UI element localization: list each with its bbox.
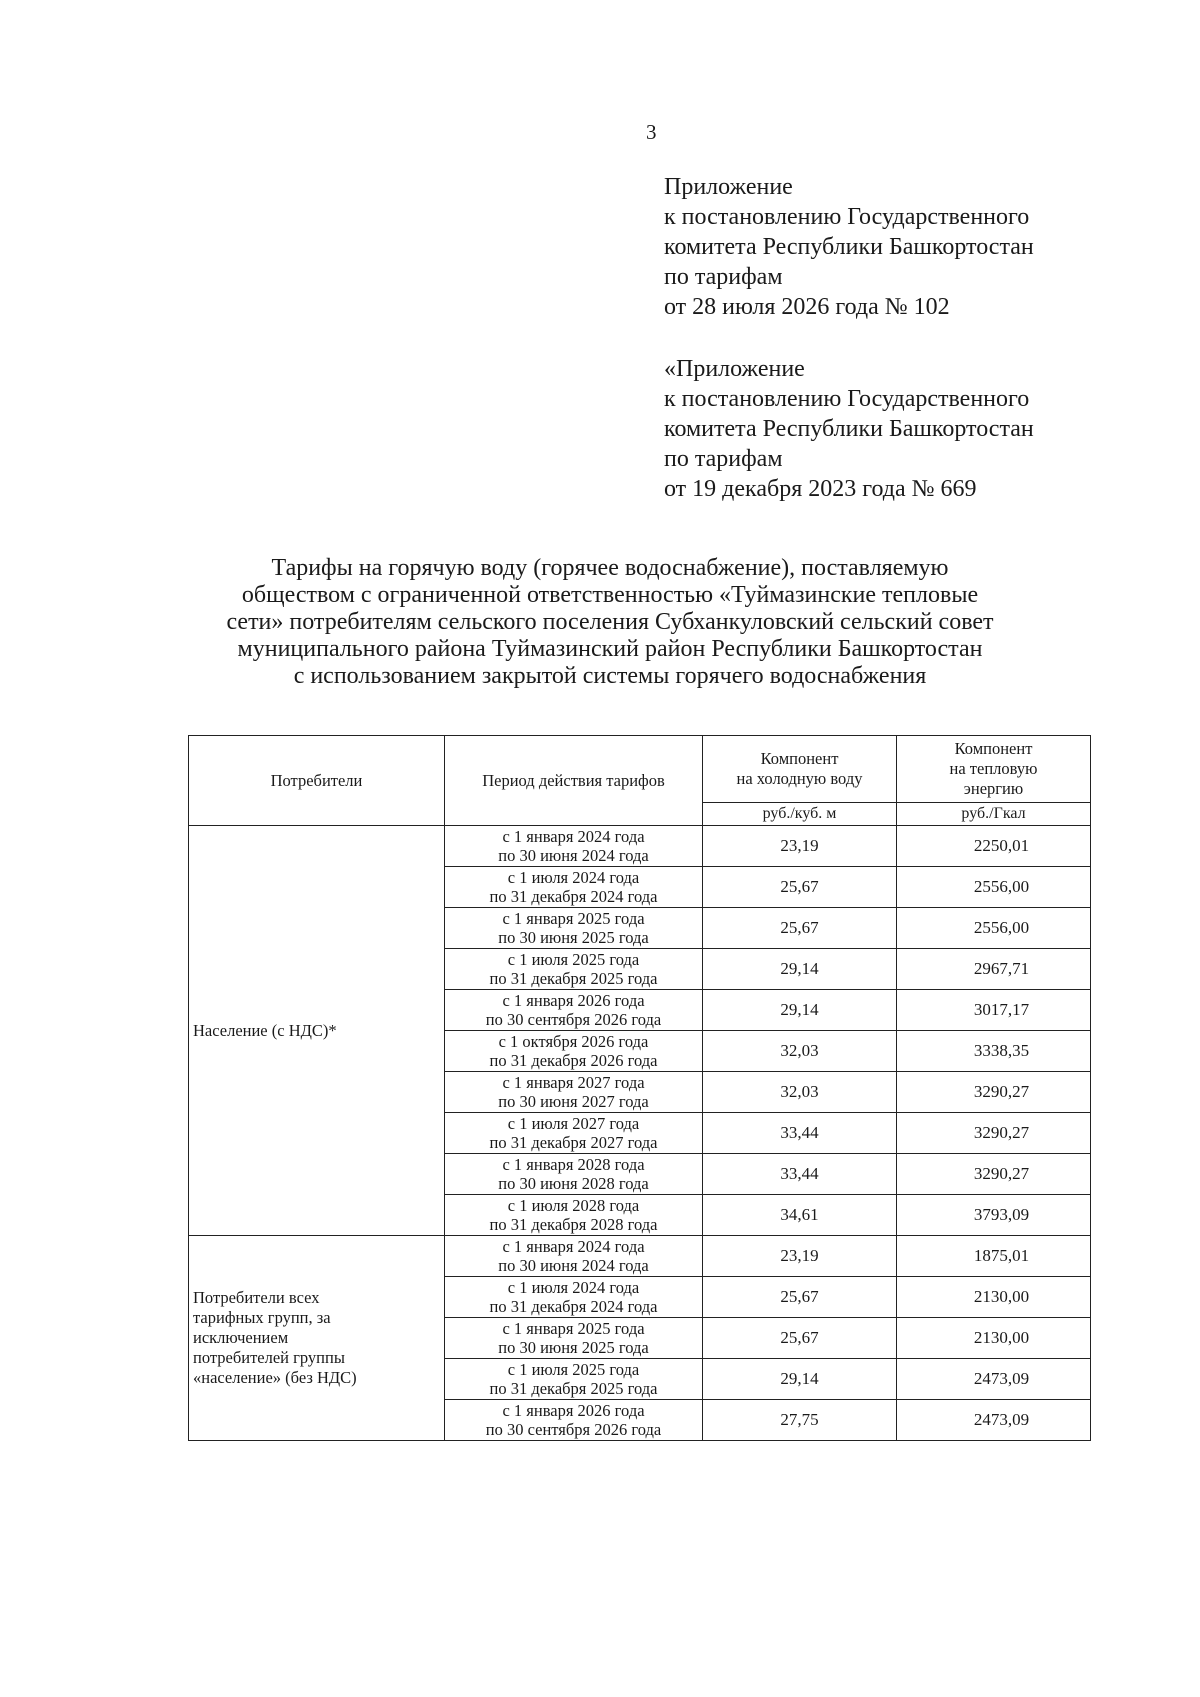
annex-line: от 28 июля 2026 года № 102	[664, 294, 950, 320]
period-from: с 1 января 2026 года	[502, 991, 645, 1010]
header-period: Период действия тарифов	[445, 736, 703, 826]
cold-water-tariff-cell: 25,67	[703, 867, 897, 908]
cold-water-tariff-cell: 32,03	[703, 1031, 897, 1072]
header-cold-line: на холодную воду	[736, 769, 863, 788]
header-heat-line: Компонент	[954, 739, 1033, 758]
annex-line: комитета Республики Башкортостан	[664, 234, 1034, 260]
consumer-group-line: потребителей группы	[193, 1348, 345, 1367]
heat-energy-tariff-cell: 2130,00	[897, 1318, 1091, 1359]
period-to: по 31 декабря 2025 года	[489, 969, 658, 988]
annex-line: к постановлению Государственного	[664, 204, 1030, 230]
title-line: с использованием закрытой системы горячего водоснабжения	[293, 663, 927, 689]
header-heat-unit: руб./Гкал	[897, 803, 1091, 826]
cold-water-tariff-cell: 33,44	[703, 1154, 897, 1195]
cold-water-tariff-cell: 33,44	[703, 1113, 897, 1154]
heat-energy-tariff-cell: 3290,27	[897, 1154, 1091, 1195]
period-to: по 30 июня 2025 года	[498, 1338, 649, 1357]
cold-water-tariff-cell: 34,61	[703, 1195, 897, 1236]
annex-header-original	[664, 354, 1034, 504]
table-body	[189, 826, 1091, 1441]
annex-line: по тарифам	[664, 264, 783, 290]
period-cell	[445, 1113, 703, 1154]
cold-water-tariff-cell: 23,19	[703, 1236, 897, 1277]
period-to: по 31 декабря 2024 года	[489, 887, 658, 906]
period-cell	[445, 826, 703, 867]
period-cell	[445, 1195, 703, 1236]
period-to: по 31 декабря 2028 года	[489, 1215, 658, 1234]
period-from: с 1 января 2026 года	[502, 1401, 645, 1420]
period-to: по 31 декабря 2027 года	[489, 1133, 658, 1152]
period-from: с 1 июля 2024 года	[507, 1278, 640, 1297]
heat-energy-tariff-cell: 2967,71	[897, 949, 1091, 990]
header-heat-component	[897, 736, 1091, 803]
period-from: с 1 июля 2028 года	[507, 1196, 640, 1215]
cold-water-tariff-cell: 32,03	[703, 1072, 897, 1113]
period-cell	[445, 1318, 703, 1359]
tariff-table	[188, 735, 1091, 1441]
period-cell	[445, 1400, 703, 1441]
page-number: 3	[646, 120, 657, 144]
cold-water-tariff-cell: 29,14	[703, 990, 897, 1031]
period-from: с 1 января 2024 года	[502, 1237, 645, 1256]
cold-water-tariff-cell: 23,19	[703, 826, 897, 867]
consumer-group-line: Население (с НДС)*	[193, 1020, 337, 1040]
heat-energy-tariff-cell: 3338,35	[897, 1031, 1091, 1072]
heat-energy-tariff-cell: 3017,17	[897, 990, 1091, 1031]
cold-water-tariff-cell: 25,67	[703, 908, 897, 949]
heat-energy-tariff-cell: 2473,09	[897, 1359, 1091, 1400]
period-to: по 30 июня 2027 года	[498, 1092, 649, 1111]
period-from: с 1 июля 2024 года	[507, 868, 640, 887]
consumer-group-line: «население» (без НДС)	[193, 1368, 357, 1387]
title-line: муниципального района Туймазинский район Республики Башкортостан	[237, 636, 983, 662]
period-cell	[445, 1031, 703, 1072]
period-cell	[445, 1154, 703, 1195]
cold-water-tariff-cell: 27,75	[703, 1400, 897, 1441]
consumer-group-cell	[189, 1236, 445, 1441]
heat-energy-tariff-cell: 3290,27	[897, 1113, 1091, 1154]
period-cell	[445, 867, 703, 908]
period-from: с 1 июля 2025 года	[507, 1360, 640, 1379]
heat-energy-tariff-cell: 2473,09	[897, 1400, 1091, 1441]
annex-line: от 19 декабря 2023 года № 669	[664, 476, 977, 502]
header-heat-line: энергию	[963, 779, 1024, 798]
header-heat-line: на тепловую	[949, 759, 1038, 778]
heat-energy-tariff-cell: 2556,00	[897, 908, 1091, 949]
consumer-group-line: исключением	[193, 1328, 289, 1347]
cold-water-tariff-cell: 29,14	[703, 1359, 897, 1400]
annex-line: Приложение	[664, 174, 793, 200]
heat-energy-tariff-cell: 2556,00	[897, 867, 1091, 908]
period-to: по 31 декабря 2025 года	[489, 1379, 658, 1398]
header-cold-unit: руб./куб. м	[703, 803, 897, 826]
period-from: с 1 января 2025 года	[502, 1319, 645, 1338]
period-to: по 31 декабря 2024 года	[489, 1297, 658, 1316]
period-to: по 30 сентября 2026 года	[485, 1420, 662, 1439]
title-line: Тарифы на горячую воду (горячее водоснабжение), поставляемую	[271, 555, 949, 581]
header-consumers: Потребители	[189, 736, 445, 826]
period-from: с 1 января 2028 года	[502, 1155, 645, 1174]
period-cell	[445, 1359, 703, 1400]
heat-energy-tariff-cell: 2130,00	[897, 1277, 1091, 1318]
period-cell	[445, 908, 703, 949]
title-line: сети» потребителям сельского поселения Субханкуловский сельский совет	[226, 609, 994, 635]
cold-water-tariff-cell: 25,67	[703, 1277, 897, 1318]
document-title	[150, 555, 1070, 690]
annex-line: к постановлению Государственного	[664, 386, 1030, 412]
period-to: по 30 июня 2028 года	[498, 1174, 649, 1193]
cold-water-tariff-cell: 29,14	[703, 949, 897, 990]
period-from: с 1 января 2025 года	[502, 909, 645, 928]
period-to: по 31 декабря 2026 года	[489, 1051, 658, 1070]
annex-line: «Приложение	[664, 356, 805, 382]
annex-line: комитета Республики Башкортостан	[664, 416, 1034, 442]
period-cell	[445, 1277, 703, 1318]
header-cold-line: Компонент	[760, 749, 839, 768]
period-cell	[445, 1072, 703, 1113]
period-to: по 30 июня 2024 года	[498, 846, 649, 865]
cold-water-tariff-cell: 25,67	[703, 1318, 897, 1359]
period-from: с 1 января 2027 года	[502, 1073, 645, 1092]
period-from: с 1 июля 2027 года	[507, 1114, 640, 1133]
consumer-group-line: Потребители всех	[193, 1288, 320, 1307]
heat-energy-tariff-cell: 2250,01	[897, 826, 1091, 867]
period-to: по 30 июня 2025 года	[498, 928, 649, 947]
period-from: с 1 октября 2026 года	[498, 1032, 649, 1051]
period-from: с 1 января 2024 года	[502, 827, 645, 846]
consumer-group-line: тарифных групп, за	[193, 1308, 331, 1327]
title-line: обществом с ограниченной ответственностью «Туймазинские тепловые	[241, 582, 979, 608]
period-cell	[445, 1236, 703, 1277]
heat-energy-tariff-cell: 3793,09	[897, 1195, 1091, 1236]
table-row	[189, 1236, 1091, 1277]
table-header	[189, 736, 1091, 826]
consumer-group-cell	[189, 826, 445, 1236]
heat-energy-tariff-cell: 1875,01	[897, 1236, 1091, 1277]
table-row	[189, 826, 1091, 867]
annex-line: по тарифам	[664, 446, 783, 472]
period-to: по 30 сентября 2026 года	[485, 1010, 662, 1029]
period-from: с 1 июля 2025 года	[507, 950, 640, 969]
period-cell	[445, 990, 703, 1031]
period-cell	[445, 949, 703, 990]
period-to: по 30 июня 2024 года	[498, 1256, 649, 1275]
header-cold-component	[703, 736, 897, 803]
heat-energy-tariff-cell: 3290,27	[897, 1072, 1091, 1113]
annex-header-current	[664, 172, 1034, 322]
